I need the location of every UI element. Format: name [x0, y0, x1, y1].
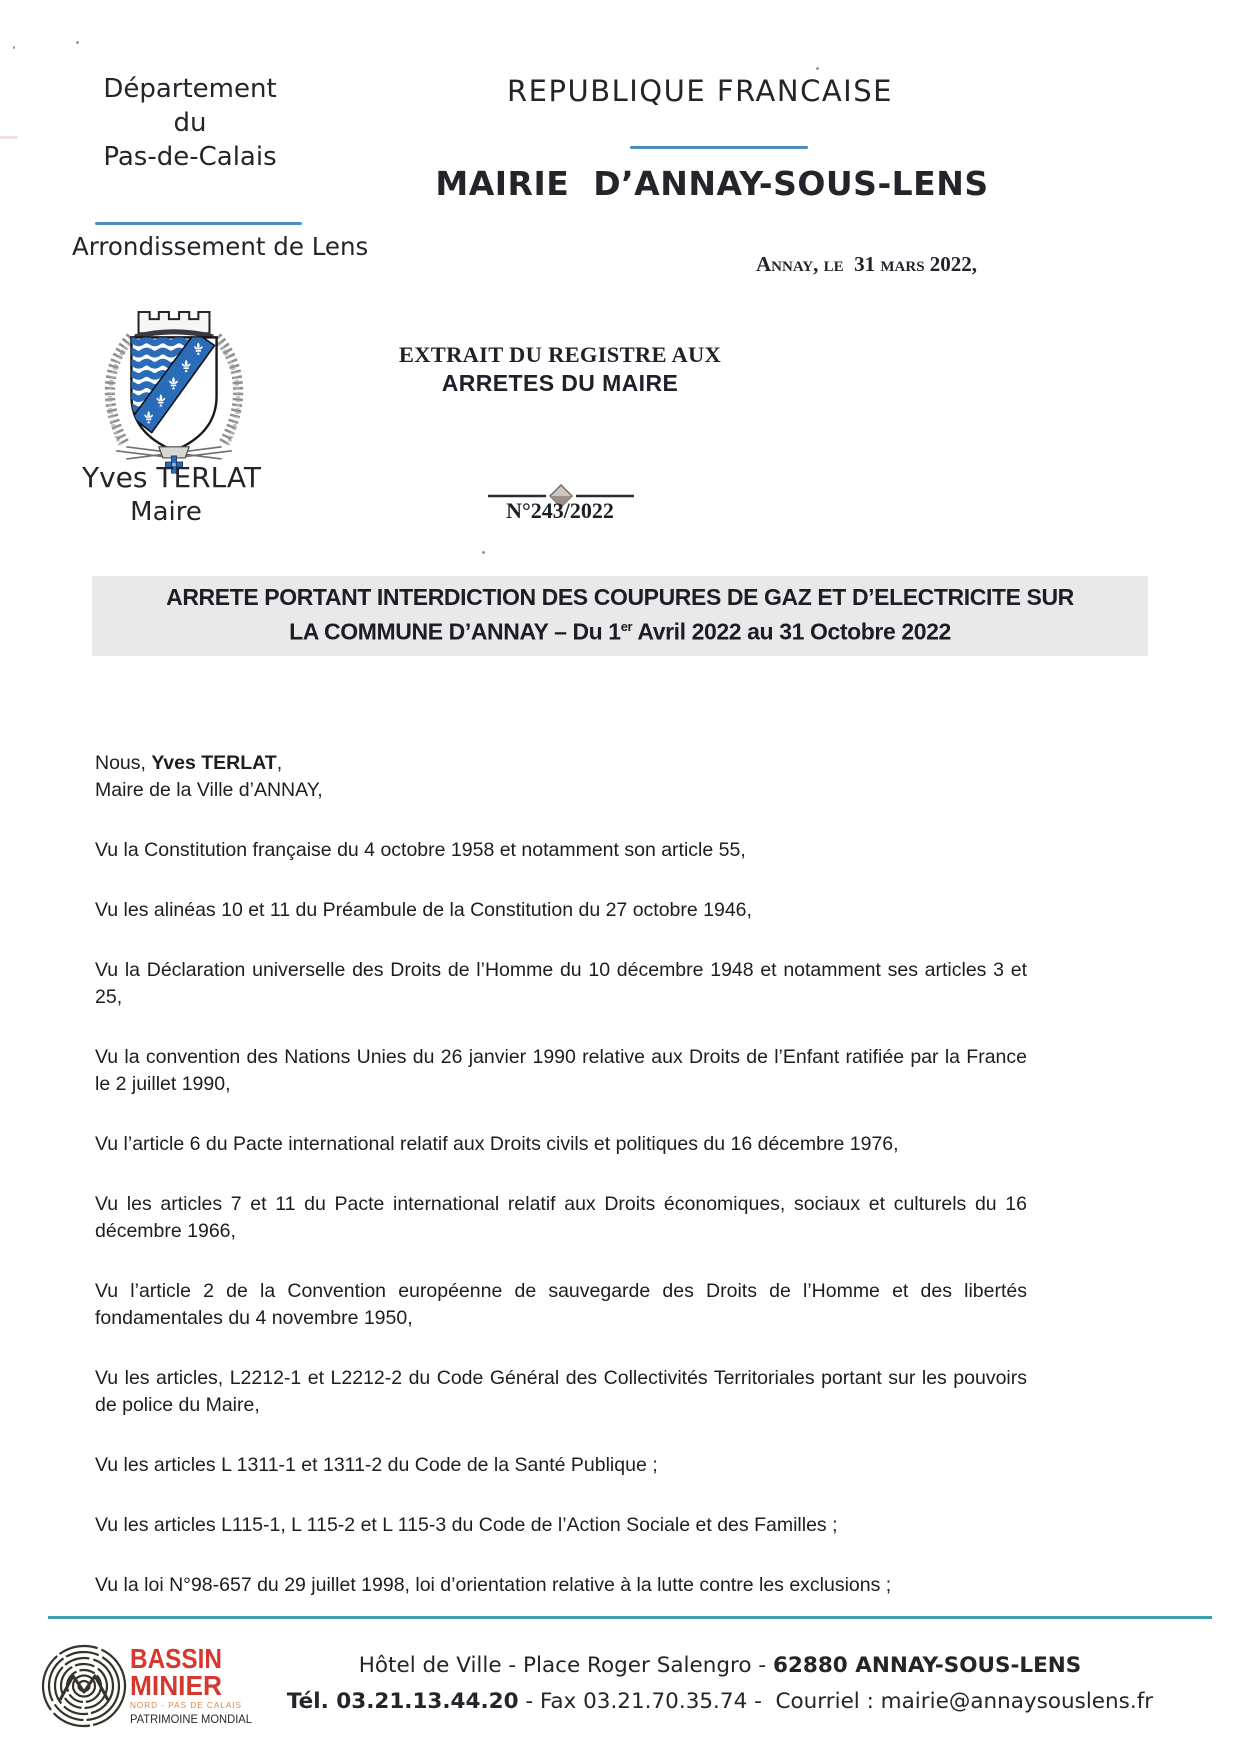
republique-title: REPUBLIQUE FRANCAISE: [507, 74, 893, 108]
signatory-name: Yves TERLAT: [82, 461, 261, 494]
intro-paragraph: [95, 750, 1027, 804]
left-divider-rule: [95, 222, 302, 225]
footer-address-bold: 62880 ANNAY-SOUS-LENS: [772, 1653, 1082, 1678]
vu-paragraph: Vu les articles 7 et 11 du Pacte international relatif aux Droits économiques, sociaux et culturels du 16 décembre 1966,: [95, 1193, 1027, 1242]
footer-tel-rest: - Fax 03.21.70.35.74 - Courriel : mairie@annaysouslens.fr: [518, 1689, 1154, 1714]
scan-speck: [816, 67, 819, 70]
footer-address-pre: Hôtel de Ville - Place Roger Salengro -: [358, 1653, 773, 1678]
intro-name-bold: Yves TERLAT: [151, 752, 277, 774]
bassin-minier-logo: [30, 1634, 262, 1747]
scan-smudge: [0, 136, 18, 139]
act-title-line2: [96, 612, 1144, 647]
vu-paragraph: Vu la convention des Nations Unies du 26 janvier 1990 relative aux Droits de l’Enfant ratifiée par la France le 2 juillet 1990,: [95, 1046, 1027, 1095]
footer-contact-block: [255, 1648, 1185, 1720]
center-divider-rule: [630, 146, 808, 149]
footer-divider-rule: [48, 1616, 1212, 1619]
extrait-line2: ARRETES DU MAIRE: [441, 370, 679, 396]
vu-paragraph: Vu les articles L 1311-1 et 1311-2 du Code de la Santé Publique ;: [95, 1454, 658, 1476]
scan-speck: [76, 41, 79, 44]
vu-paragraph: Vu la Déclaration universelle des Droits de l’Homme du 10 décembre 1948 et notamment ses articles 3 et 25,: [95, 959, 1027, 1008]
intro-line2: Maire de la Ville d’ANNAY,: [95, 779, 323, 801]
vu-paragraph: Vu l’article 6 du Pacte international relatif aux Droits civils et politiques du 16 décembre 1976,: [95, 1133, 899, 1155]
extrait-heading: [355, 340, 765, 398]
department-line: Pas-de-Calais: [103, 142, 277, 172]
vu-paragraph: Vu l’article 2 de la Convention européenne de sauvegarde des Droits de l’Homme et des libertés fondamentales du 4 novembre 1950,: [95, 1280, 1027, 1329]
footer-address-line: [255, 1648, 1185, 1684]
act-title-superscript: er: [620, 619, 633, 634]
scan-speck: [482, 551, 485, 554]
logo-region-text: NORD - PAS DE CALAIS: [130, 1700, 242, 1710]
coat-of-arms-icon: [98, 298, 250, 479]
act-title-line1: ARRETE PORTANT INTERDICTION DES COUPURES DE GAZ ET D’ELECTRICITE SUR: [166, 584, 1074, 610]
date-line: Annay, le 31 mars 2022,: [756, 252, 978, 276]
vu-paragraph: Vu les alinéas 10 et 11 du Préambule de la Constitution du 27 octobre 1946,: [95, 899, 752, 921]
footer-tel-bold: Tél. 03.21.13.44.20: [286, 1689, 519, 1714]
act-number: N°243/2022: [506, 498, 614, 523]
fingerprint-icon: [38, 1641, 130, 1732]
vu-paragraph: Vu la Constitution française du 4 octobre 1958 et notamment son article 55,: [95, 839, 746, 861]
footer-tel-line: [255, 1684, 1185, 1720]
intro-pre: Nous,: [95, 752, 152, 774]
act-title-block: [92, 576, 1148, 656]
logo-bassin-text: BASSIN: [130, 1643, 222, 1674]
extrait-line1: EXTRAIT DU REGISTRE AUX: [398, 342, 722, 367]
mairie-title: MAIRIE D’ANNAY-SOUS-LENS: [435, 164, 989, 203]
act-title-line2-text: LA COMMUNE D’ANNAY – Du 1: [289, 618, 621, 645]
logo-minier-text: MINIER: [130, 1670, 222, 1701]
vu-paragraph: Vu la loi N°98-657 du 29 juillet 1998, loi d’orientation relative à la lutte contre les exclusions ;: [95, 1574, 892, 1596]
vu-paragraph: Vu les articles, L2212-1 et L2212-2 du Code Général des Collectivités Territoriales portant sur les pouvoirs de police du Maire,: [95, 1367, 1027, 1416]
vu-paragraph: Vu les articles L115-1, L 115-2 et L 115-3 du Code de l’Action Sociale et des Familles ;: [95, 1514, 838, 1536]
arrondissement-label: Arrondissement de Lens: [72, 232, 369, 261]
act-body: [95, 750, 1027, 1599]
department-block: [55, 72, 325, 174]
act-title-line2-text: Avril 2022 au 31 Octobre 2022: [632, 618, 951, 645]
department-line: du: [173, 108, 207, 138]
intro-comma: ,: [276, 752, 283, 774]
logo-patrimoine-text: PATRIMOINE MONDIAL: [130, 1714, 253, 1726]
scan-speck: [13, 46, 15, 49]
signatory-title: Maire: [130, 497, 202, 527]
department-line: Département: [103, 74, 277, 104]
